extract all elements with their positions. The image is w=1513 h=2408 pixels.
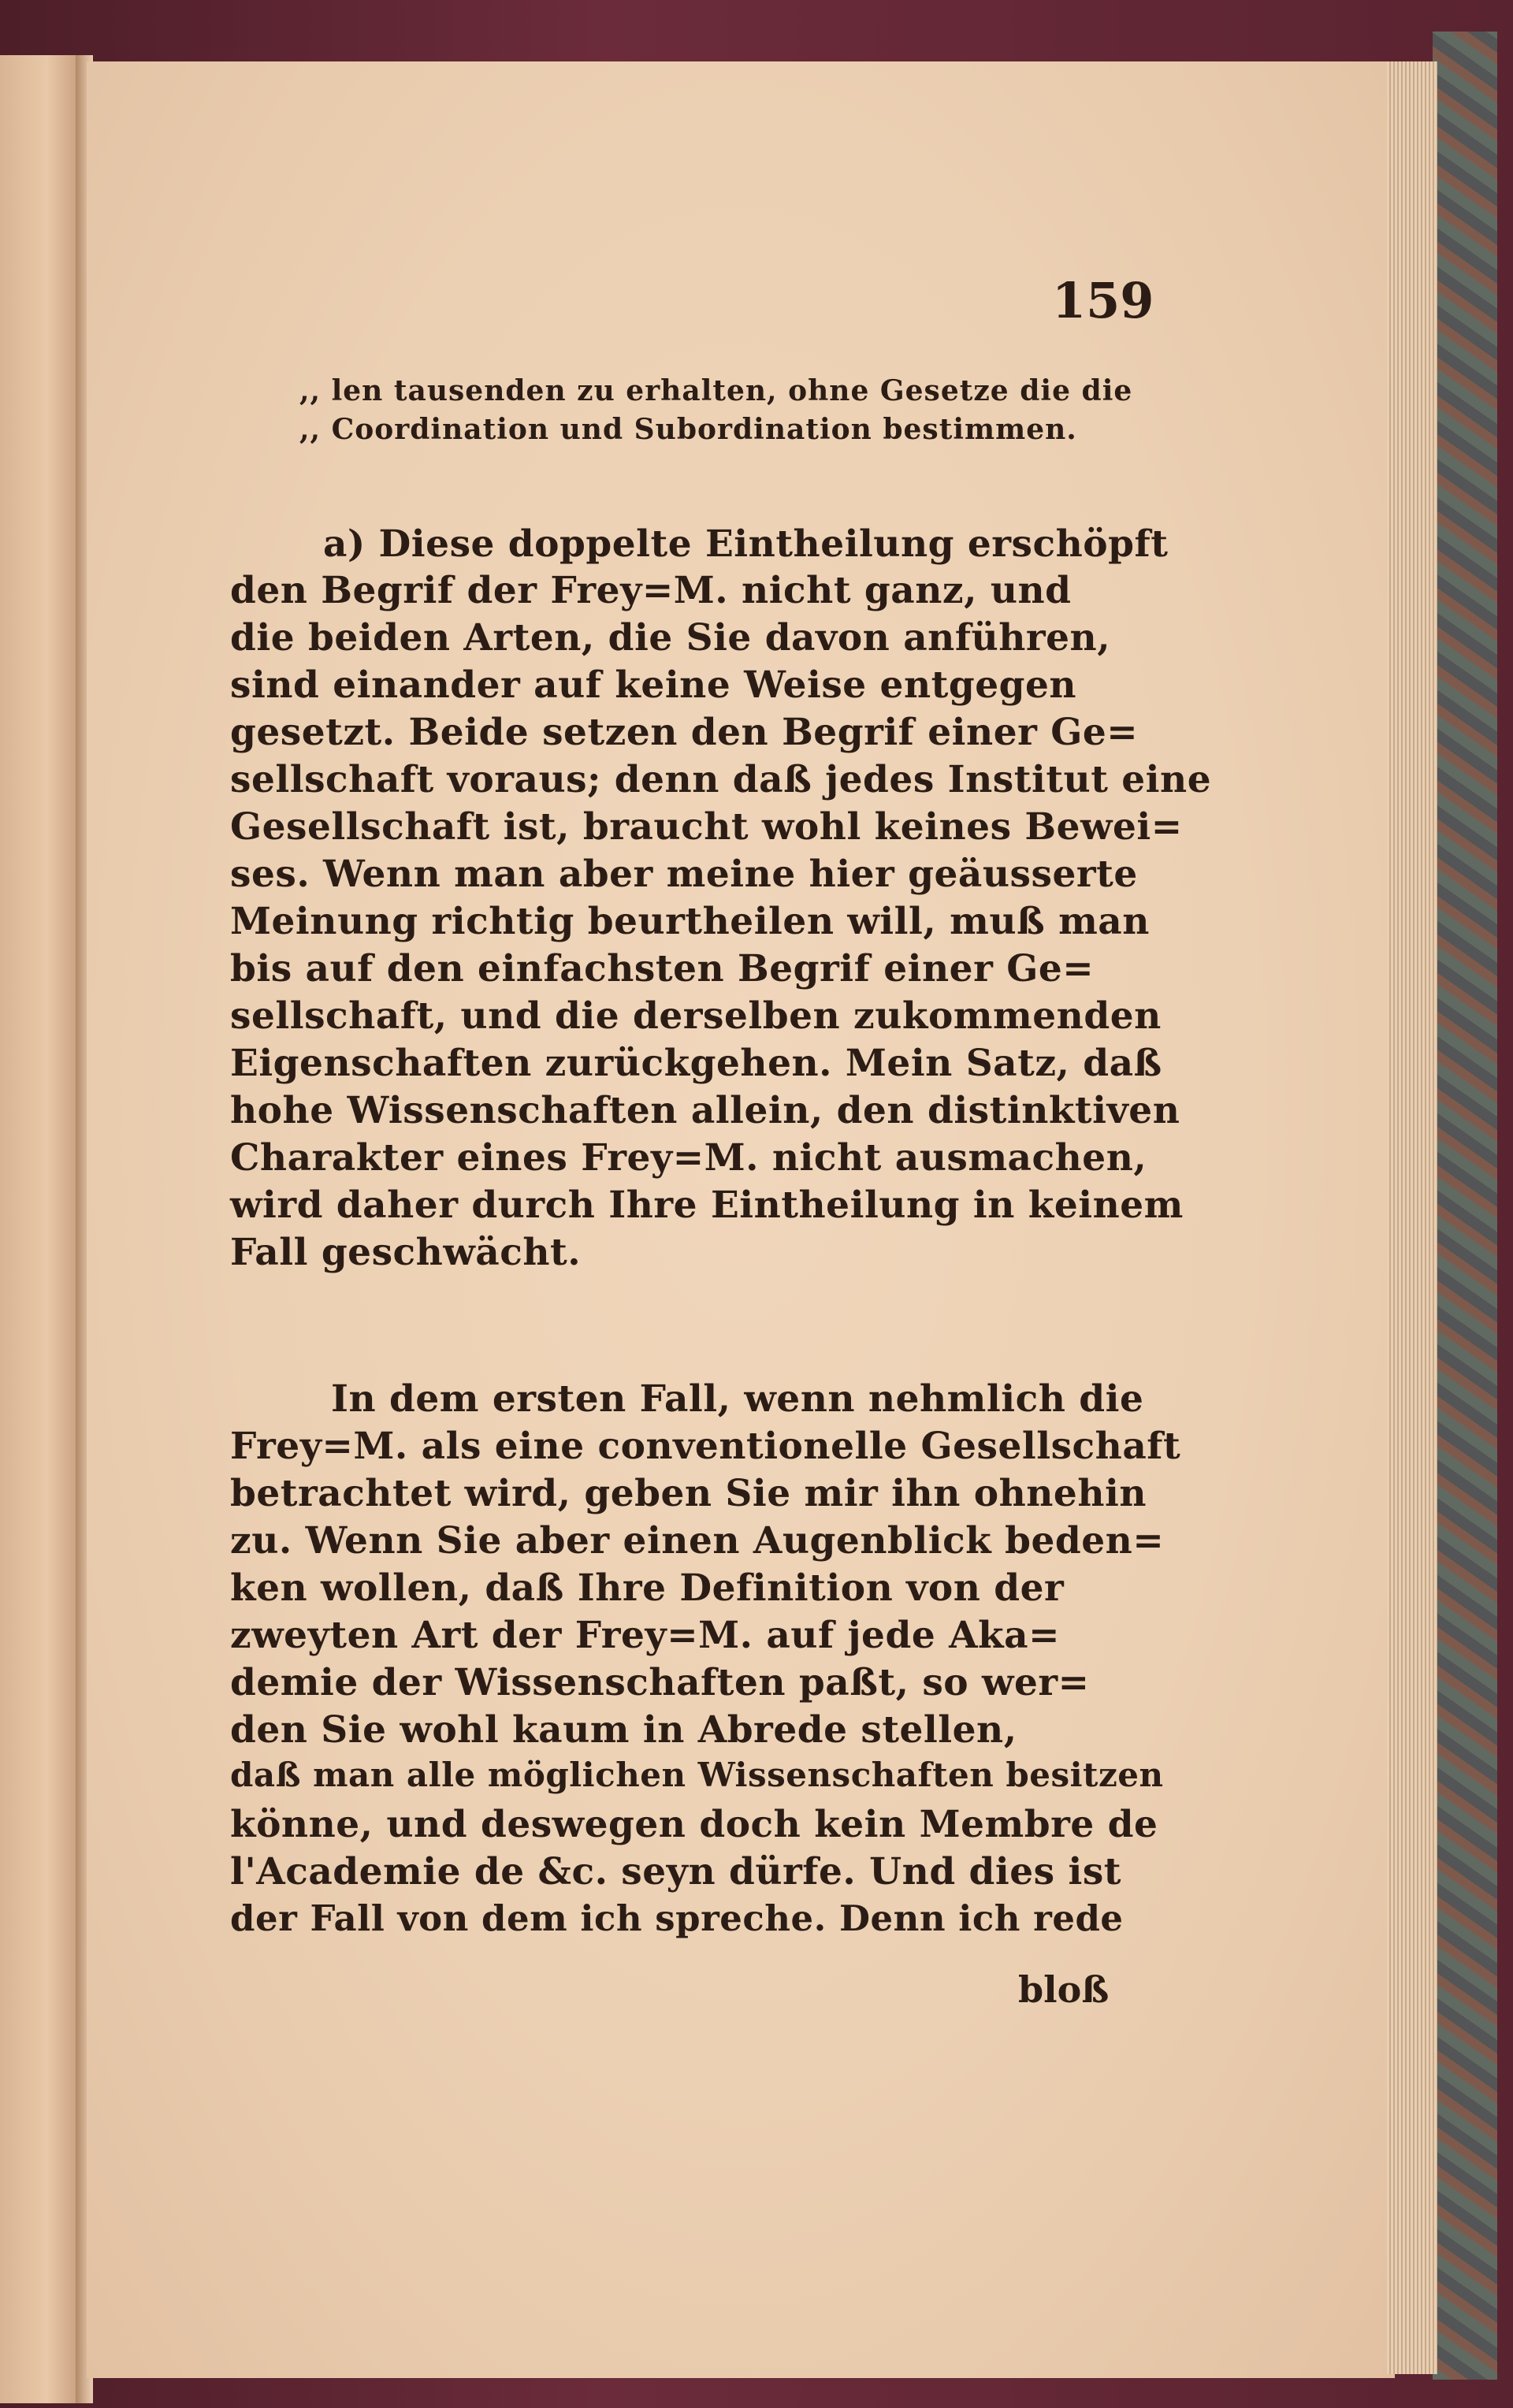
text-line: könne, und deswegen doch kein Membre de bbox=[230, 1803, 1158, 1846]
text-line: Gesellschaft ist, braucht wohl keines Bewei= bbox=[230, 805, 1183, 849]
text-line: ses. Wenn man aber meine hier geäusserte bbox=[230, 853, 1138, 896]
text-line: der Fall von dem ich spreche. Denn ich rede bbox=[230, 1897, 1124, 1939]
text-line: a) Diese doppelte Eintheilung erschöpft bbox=[323, 522, 1169, 566]
page-number: 159 bbox=[1052, 272, 1154, 329]
text-line: Meinung richtig beurtheilen will, muß man bbox=[230, 900, 1150, 943]
text-line: sind einander auf keine Weise entgegen bbox=[230, 663, 1077, 707]
text-line: gesetzt. Beide setzen den Begrif einer Ge= bbox=[230, 711, 1139, 754]
text-line: die beiden Arten, die Sie davon anführen, bbox=[230, 616, 1111, 660]
text-line: Eigenschaften zurückgehen. Mein Satz, daß bbox=[230, 1042, 1162, 1085]
catchword: bloß bbox=[1018, 1968, 1110, 2011]
text-line: Charakter eines Frey=M. nicht ausmachen, bbox=[230, 1136, 1147, 1180]
text-line: zweyten Art der Frey=M. auf jede Aka= bbox=[230, 1614, 1060, 1657]
text-line: Fall geschwächt. bbox=[230, 1231, 582, 1274]
text-line: sellschaft, und die derselben zukommenden bbox=[230, 994, 1162, 1038]
text-line: Frey=M. als eine conventionelle Gesellschaft bbox=[230, 1425, 1181, 1468]
text-line: wird daher durch Ihre Eintheilung in keinem bbox=[230, 1184, 1184, 1227]
text-line: zu. Wenn Sie aber einen Augenblick beden= bbox=[230, 1519, 1165, 1563]
text-line: den Begrif der Frey=M. nicht ganz, und bbox=[230, 569, 1072, 612]
text-line: bis auf den einfachsten Begrif einer Ge= bbox=[230, 947, 1095, 990]
text-line: In dem ersten Fall, wenn nehmlich die bbox=[331, 1377, 1144, 1421]
text-line: den Sie wohl kaum in Abrede stellen, bbox=[230, 1708, 1017, 1752]
marbled-endpaper bbox=[1433, 32, 1497, 2380]
quote-line: ,, Coordination und Subordination bestimmen. bbox=[299, 413, 1077, 446]
text-line: sellschaft voraus; denn daß jedes Institut eine bbox=[230, 758, 1212, 801]
quote-line: ,, len tausenden zu erhalten, ohne Gesetze die die bbox=[299, 374, 1133, 407]
text-line: demie der Wissenschaften paßt, so wer= bbox=[230, 1661, 1090, 1704]
text-line: daß man alle möglichen Wissenschaften besitzen bbox=[230, 1756, 1164, 1794]
text-line: betrachtet wird, geben Sie mir ihn ohnehin bbox=[230, 1472, 1147, 1515]
left-facing-page bbox=[0, 55, 79, 2403]
page-edges bbox=[1387, 61, 1437, 2374]
text-line: ken wollen, daß Ihre Definition von der bbox=[230, 1566, 1065, 1610]
text-line: hohe Wissenschaften allein, den distinktiven bbox=[230, 1089, 1180, 1132]
text-line: l'Academie de &c. seyn dürfe. Und dies ist bbox=[230, 1850, 1122, 1893]
